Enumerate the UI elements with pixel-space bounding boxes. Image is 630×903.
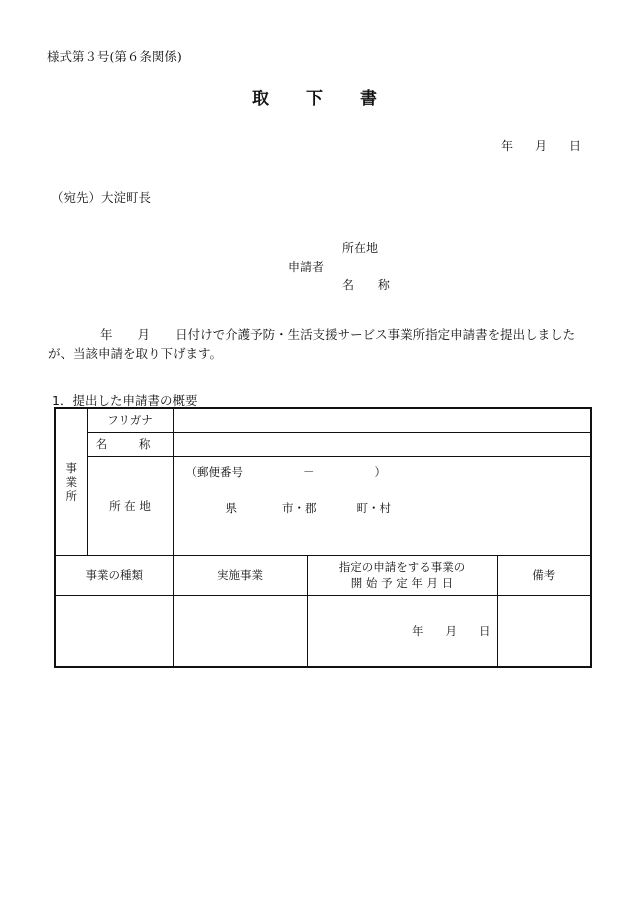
col-start-date: 指定の申請をする事業の 開 始 予 定 年 月 日 — [307, 555, 497, 595]
applicant-label: 申請者 — [288, 260, 325, 274]
document-title — [0, 84, 630, 109]
furigana-label: フリガナ — [87, 408, 173, 432]
body-text — [48, 325, 588, 363]
date-line — [479, 137, 581, 154]
office-label: 事 業 所 — [55, 408, 87, 555]
section-title: 1．提出した申請書の概要 — [52, 393, 198, 408]
title-char: 取 — [252, 89, 270, 109]
body-month: 月 — [137, 327, 151, 342]
col-service: 実施事業 — [173, 555, 307, 595]
title-char: 下 — [306, 89, 324, 109]
name-label: 名 称 — [87, 432, 173, 456]
address-label: 所 在 地 — [87, 456, 173, 555]
business-type-field[interactable] — [55, 595, 173, 667]
start-date-field[interactable]: 年 月 日 — [307, 595, 497, 667]
name-field[interactable] — [173, 432, 591, 456]
body-year: 年 — [100, 327, 113, 342]
applicant-name-label: 名 称 — [342, 278, 400, 292]
title-char: 書 — [360, 89, 378, 109]
addressee: （宛先）大淀町長 — [51, 190, 152, 205]
postal-code-line: （郵便番号 － ） — [185, 464, 386, 479]
summary-table — [54, 407, 592, 668]
notes-field[interactable] — [497, 595, 591, 667]
body-sentence: 日付けで介護予防・生活支援サービス事業所指定申請書を提出しましたが、当該申請を取り下げます。 — [48, 327, 576, 361]
address-line: 県 市・郡 町・村 — [225, 500, 391, 515]
date-month: 月 — [534, 139, 547, 153]
address-field[interactable] — [173, 456, 591, 555]
applicant-address-label: 所在地 — [342, 241, 379, 255]
form-number: 様式第３号(第６条関係) — [47, 49, 182, 64]
service-field[interactable] — [173, 595, 307, 667]
date-year: 年 — [500, 139, 513, 153]
col-business-type: 事業の種類 — [55, 555, 173, 595]
date-day: 日 — [568, 139, 581, 153]
furigana-field[interactable] — [173, 408, 591, 432]
col-notes: 備考 — [497, 555, 591, 595]
